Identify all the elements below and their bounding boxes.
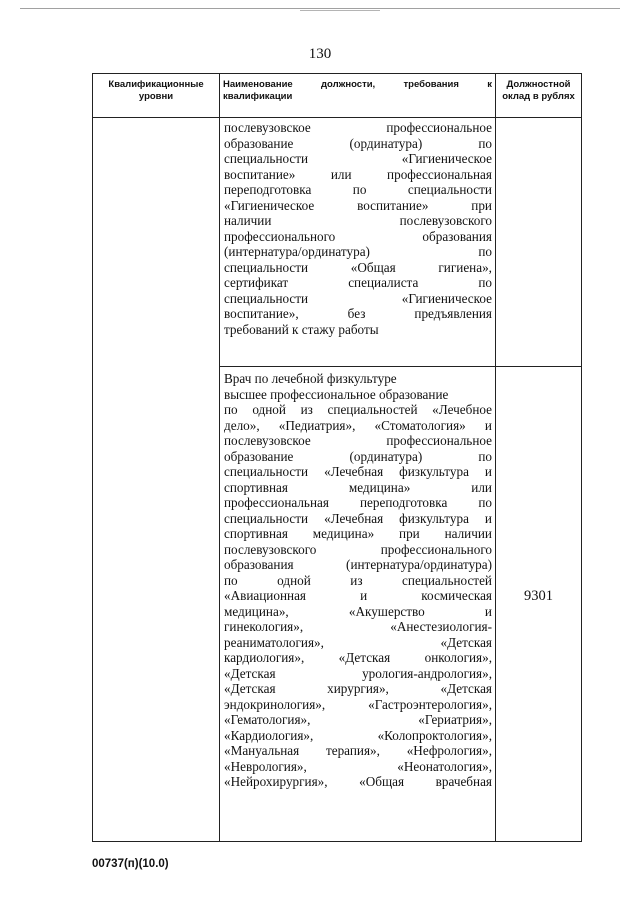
table-header-row xyxy=(93,74,582,118)
text-line: специальности «Лечебная физкультура и xyxy=(224,510,492,526)
text-line: специальности «Общая гигиена», xyxy=(224,259,492,275)
header-text: уровни xyxy=(138,91,174,102)
header-salary xyxy=(496,74,582,118)
text-line: «Мануальная терапия», «Нефрология», xyxy=(224,743,492,758)
text-line: переподготовка по специальности xyxy=(224,182,492,197)
text-line: «Нейрохирургия», «Общая врачебная xyxy=(224,774,492,789)
text-line: по одной из специальностей xyxy=(224,572,492,588)
header-position-requirements xyxy=(220,74,496,118)
text-line: наличии послевузовского xyxy=(224,213,492,228)
page-number: 130 xyxy=(308,46,332,62)
scan-edge-mark xyxy=(300,10,380,11)
header-word: к xyxy=(487,79,492,90)
text-line: (интернатура/ординатура) по xyxy=(224,244,492,259)
qualification-table xyxy=(92,73,582,842)
text-line: Врач по лечебной физкультуре xyxy=(224,371,397,386)
text-line: специальности «Гигиеническое xyxy=(224,151,492,166)
text-line: специальности «Гигиеническое xyxy=(224,290,492,306)
header-text: оклад в рублях xyxy=(502,91,575,102)
text-line: эндокринология», «Гастроэнтерология», xyxy=(224,696,492,712)
requirements-cell xyxy=(220,118,496,367)
text-line: профессиональная переподготовка по xyxy=(224,495,492,510)
text-line: профессионального образования xyxy=(224,228,492,244)
text-line: «Детская урология-андрология», xyxy=(224,665,492,681)
text-line: требований к стажу работы xyxy=(224,321,379,337)
requirements-cell xyxy=(220,367,496,842)
salary-value: 9301 xyxy=(496,367,582,842)
text-line: «Неврология», «Неонатология», xyxy=(224,758,492,774)
scan-edge-line xyxy=(20,8,620,9)
header-text: Квалификационные xyxy=(108,79,204,90)
table-row xyxy=(93,118,582,367)
text-line: «Авиационная и космическая xyxy=(224,588,492,603)
qualification-level-cell xyxy=(93,118,220,842)
text-line: дело», «Педиатрия», «Стоматология» и xyxy=(224,417,492,433)
text-line: «Гигиеническое воспитание» при xyxy=(224,197,492,213)
text-line: образования (интернатура/ординатура) xyxy=(224,557,492,572)
text-line: сертификат специалиста по xyxy=(224,275,492,290)
text-line: «Детская хирургия», «Детская xyxy=(224,681,492,696)
document-code: 00737(п)(10.0) xyxy=(92,858,169,870)
text-line: кардиология», «Детская онкология», xyxy=(224,650,492,665)
header-qualification-levels xyxy=(93,74,220,118)
text-line: «Гематология», «Гериатрия», xyxy=(224,712,492,727)
text-line: гинекология», «Анестезиология- xyxy=(224,619,492,634)
header-word: должности, xyxy=(321,79,376,90)
text-line: послевузовское профессиональное xyxy=(224,433,492,448)
text-line: медицина», «Акушерство и xyxy=(224,603,492,619)
text-line: по одной из специальностей «Лечебное xyxy=(224,402,492,417)
text-line: специальности «Лечебная физкультура и xyxy=(224,464,492,479)
header-text: Должностной xyxy=(506,79,571,90)
text-line: образование (ординатура) по xyxy=(224,135,492,151)
text-line: воспитание» или профессиональная xyxy=(224,166,492,182)
text-line: образование (ординатура) по xyxy=(224,448,492,464)
salary-cell-empty xyxy=(496,118,582,367)
text-line: высшее профессиональное образование xyxy=(224,386,449,402)
text-line: реаниматология», «Детская xyxy=(224,634,492,650)
header-word: требования xyxy=(403,79,459,90)
text-line: «Кардиология», «Колопроктология», xyxy=(224,727,492,743)
header-word: Наименование xyxy=(223,79,293,90)
header-line xyxy=(223,79,492,91)
text-line: спортивная медицина» при наличии xyxy=(224,526,492,541)
text-line: спортивная медицина» или xyxy=(224,479,492,495)
text-line: послевузовское профессиональное xyxy=(224,120,492,135)
text-line: послевузовского профессионального xyxy=(224,541,492,557)
header-line: квалификации xyxy=(223,91,293,102)
text-line: воспитание», без предъявления xyxy=(224,306,492,321)
